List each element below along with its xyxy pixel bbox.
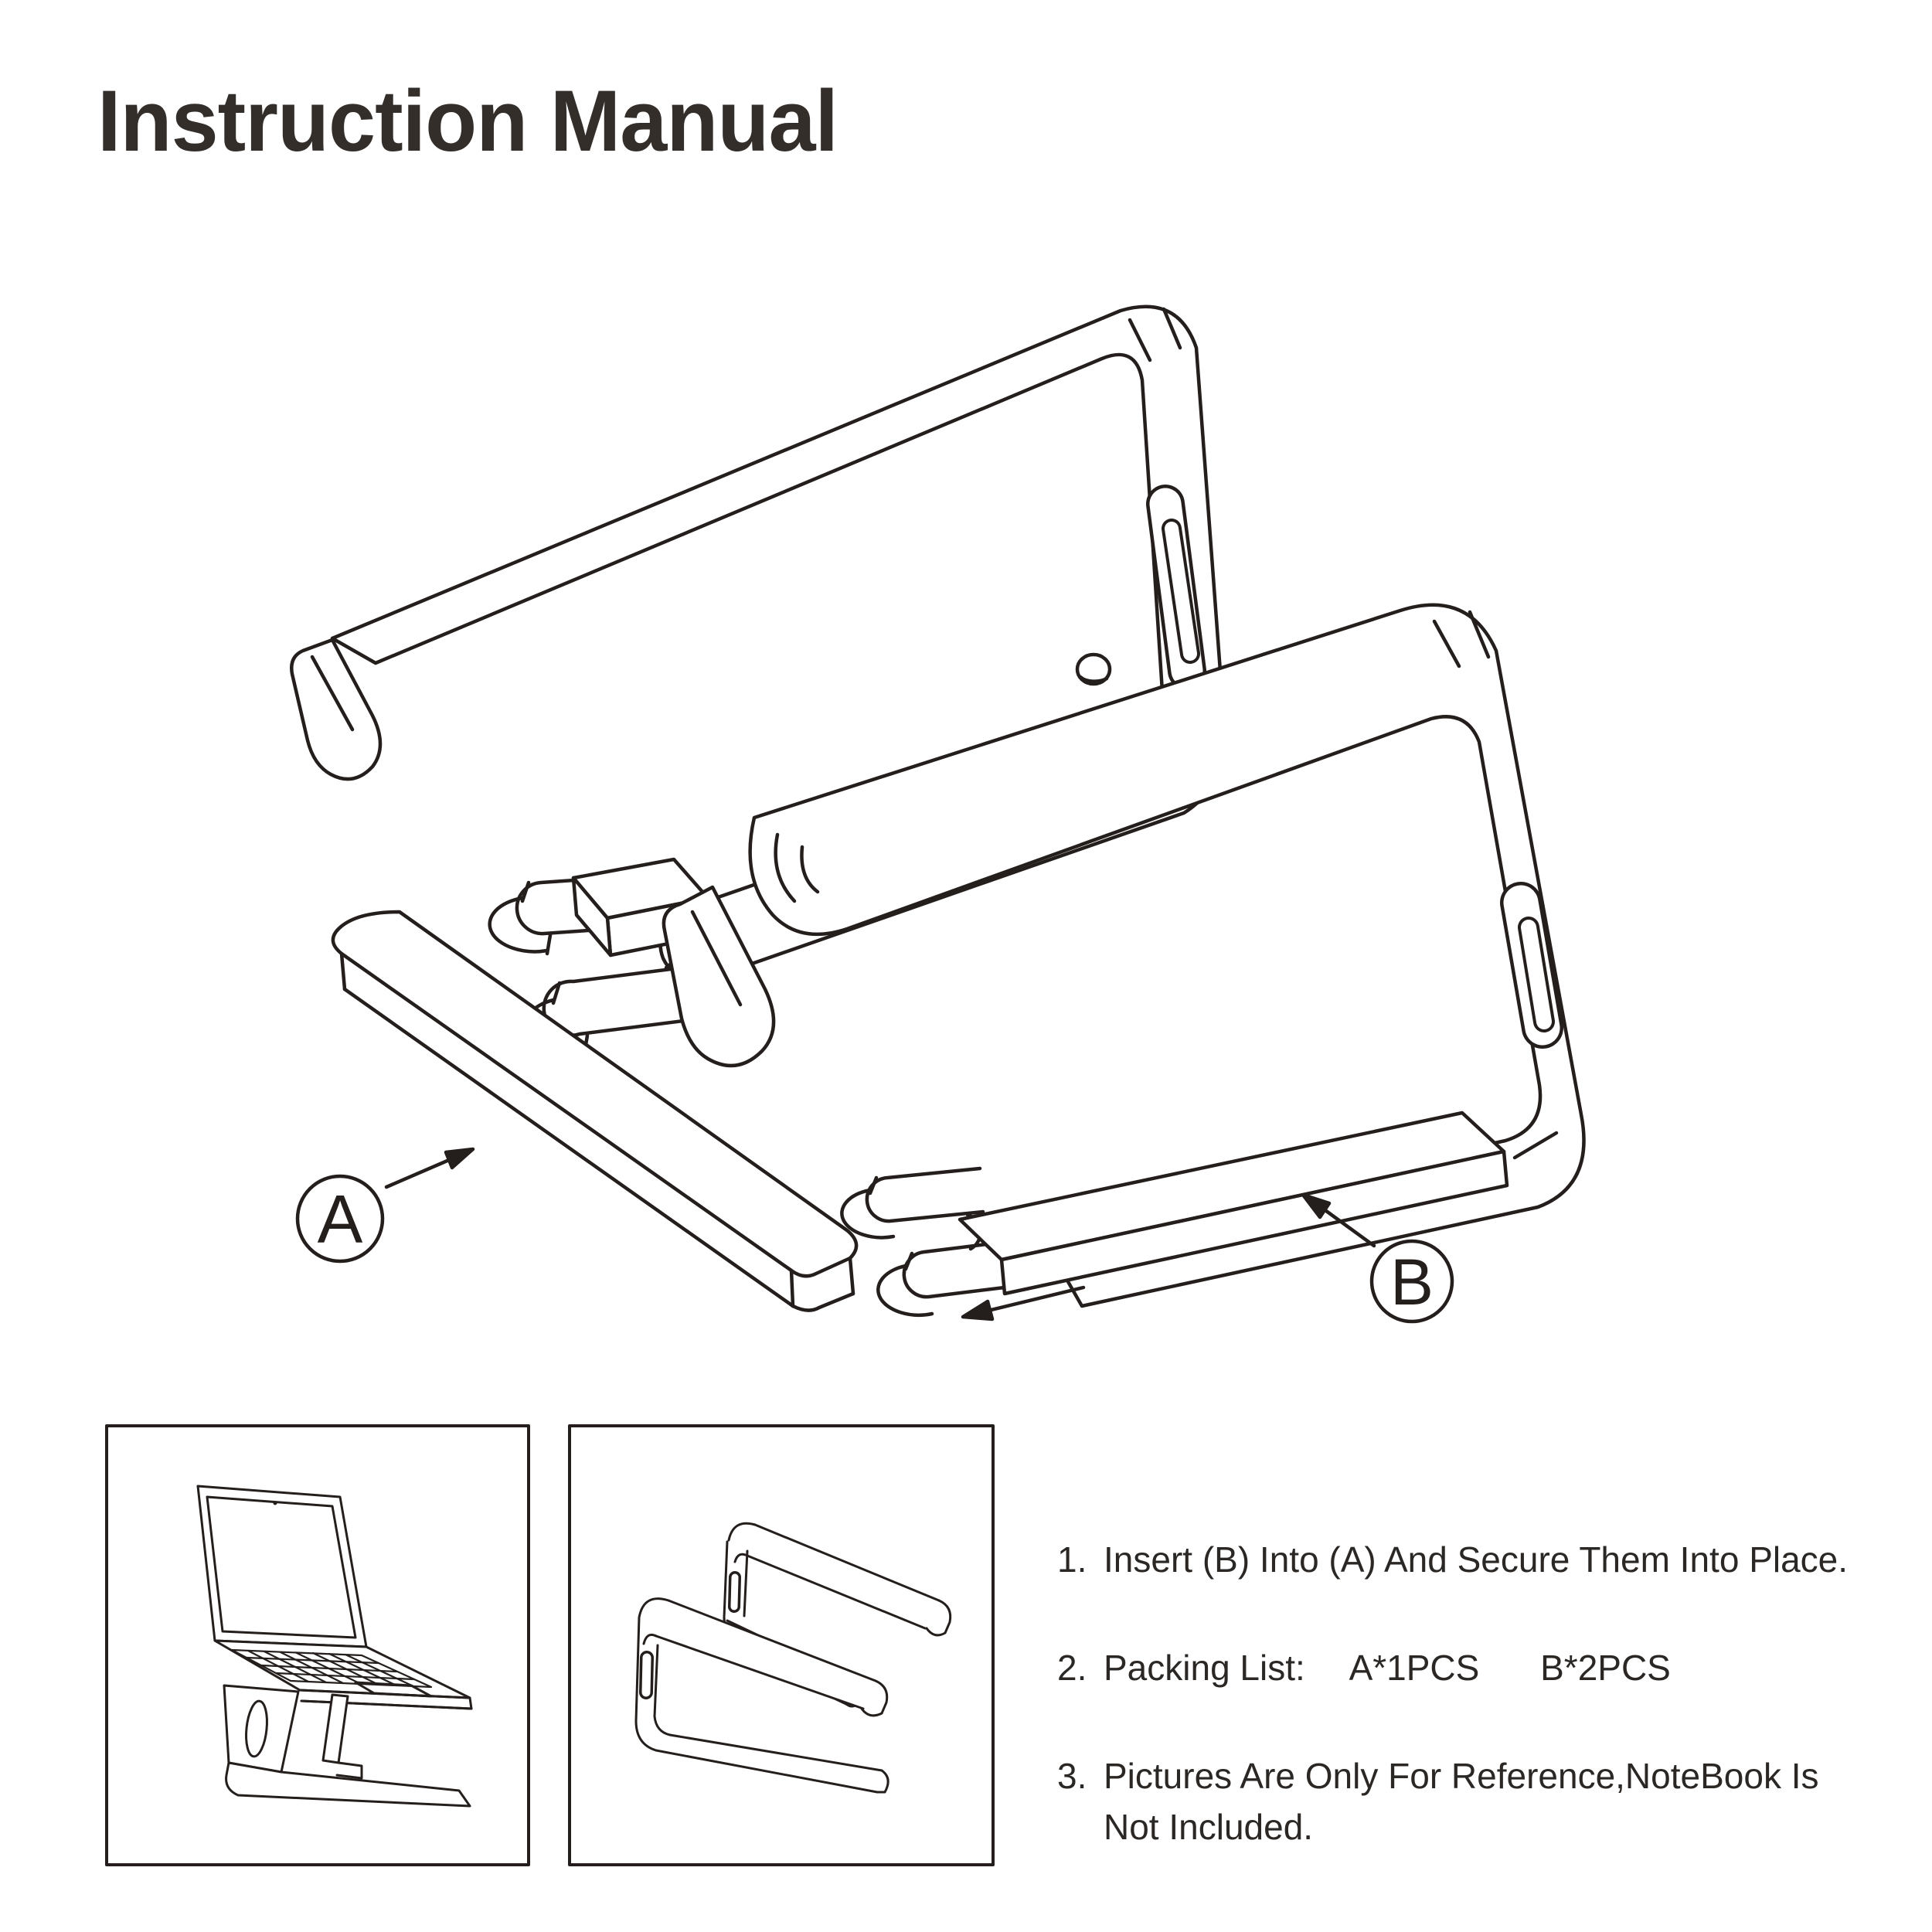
pivot-detail (1077, 655, 1110, 684)
packing-list-label: Packing List: (1104, 1648, 1305, 1689)
instruction-list (1057, 1538, 1900, 1913)
label-a-letter: A (317, 1181, 363, 1257)
instruction-item-1 (1057, 1538, 1900, 1581)
instruction-2-number: 2. (1057, 1648, 1087, 1689)
instruction-3-line1: Pictures Are Only For Reference,NoteBook Is (1104, 1756, 1819, 1797)
part-label-a (298, 1149, 473, 1261)
part-a-plate (333, 912, 856, 1311)
instruction-2-text (1104, 1646, 1900, 1689)
figure-laptop-on-stand (107, 1426, 529, 1865)
slide-direction-arrow (963, 1287, 1083, 1319)
instruction-3-number: 3. (1057, 1756, 1087, 1797)
label-a-arrow-head (446, 1149, 473, 1168)
figure-stand-alone (570, 1426, 993, 1865)
packing-qty-a: A*1PCS (1349, 1648, 1480, 1689)
instruction-3-line2: Not Included. (1104, 1807, 1314, 1848)
instruction-item-2 (1057, 1646, 1900, 1689)
instruction-3-text (1104, 1754, 1900, 1849)
instruction-1-text: Insert (B) Into (A) And Secure Them Into Place. (1104, 1539, 1849, 1580)
instruction-item-3 (1057, 1754, 1900, 1849)
instruction-1-number: 1. (1057, 1539, 1087, 1580)
label-a-arrow-line (386, 1158, 454, 1187)
label-b-letter: B (1389, 1246, 1434, 1318)
page-title: Instruction Manual (97, 73, 838, 169)
packing-qty-b: B*2PCS (1540, 1648, 1671, 1689)
